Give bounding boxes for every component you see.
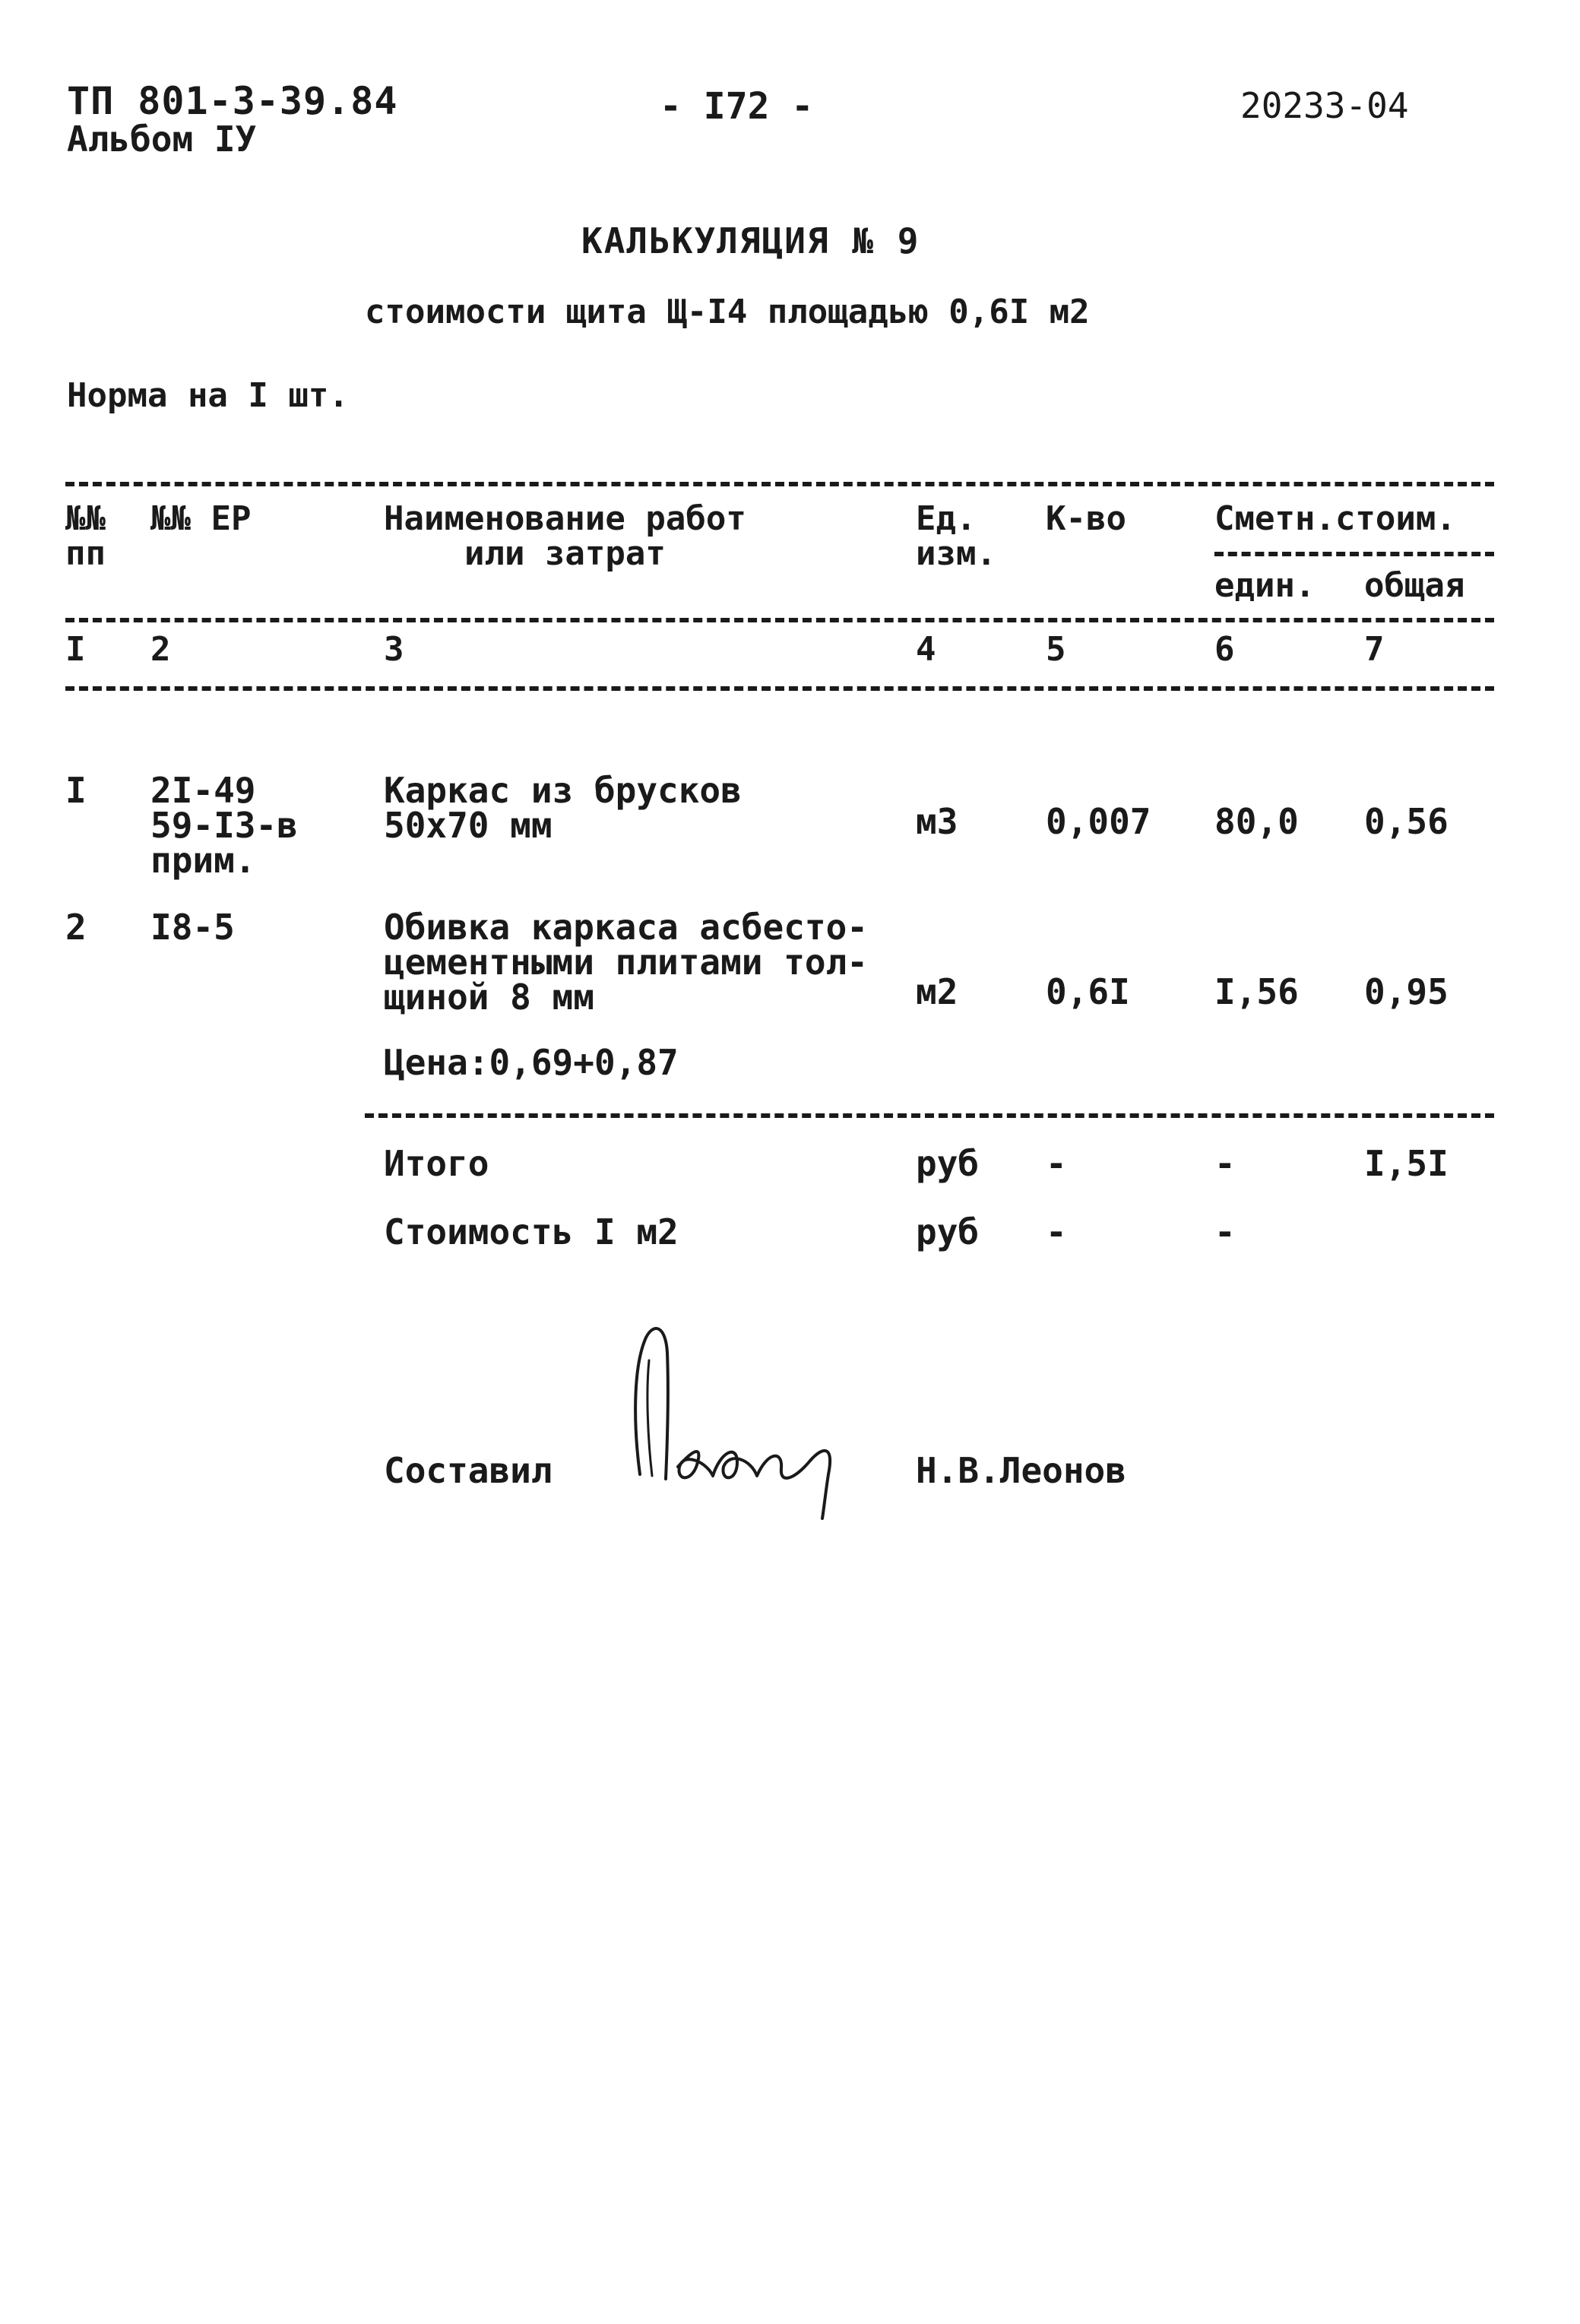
cost-per-m2-qty: - [1046,1211,1067,1252]
row2-num: 2 [65,907,87,948]
total-qty: - [1046,1143,1067,1184]
row2-er: I8-5 [150,907,235,948]
total-price: - [1214,1143,1236,1184]
header-cost-unit: един. [1214,566,1316,605]
col-number-4: 4 [916,630,936,669]
header-unit: Ед. изм. [916,499,996,573]
total-sum: I,5I [1364,1143,1449,1184]
total-unit: руб [916,1143,980,1184]
header-cost-total: общая [1364,566,1465,605]
document-number: 20233-04 [1240,85,1409,126]
album-label: Альбом IУ [67,119,257,160]
cost-per-m2-price: - [1214,1211,1236,1252]
row1-name: Каркас из брусков 50х70 мм [384,770,742,846]
composer-name: Н.В.Леонов [916,1450,1126,1491]
document-title: КАЛЬКУЛЯЦИЯ № 9 [581,220,920,261]
row1-er: 2I-49 59-I3-в прим. [150,770,298,881]
header-name: Наименование работ или затрат [384,499,746,573]
row1-unit: м3 [916,801,958,842]
row2-price: I,56 [1214,971,1299,1012]
col-numbers-rule [65,686,1494,691]
col-number-6: 6 [1214,630,1235,669]
totals-rule [365,1113,1494,1118]
signature-image [623,1300,866,1520]
table-top-rule [65,482,1494,486]
row2-qty: 0,6I [1046,971,1130,1012]
col-number-2: 2 [150,630,171,669]
row1-qty: 0,007 [1046,801,1151,842]
cost-subheader-rule [1214,552,1494,556]
col-number-7: 7 [1364,630,1385,669]
row2-unit: м2 [916,971,958,1012]
norm-label: Норма на I шт. [67,376,349,415]
col-number-5: 5 [1046,630,1066,669]
header-er: №№ ЕР [150,499,252,538]
price-note: Цена:0,69+0,87 [384,1042,679,1083]
project-code: ТП 801-3-39.84 [67,79,398,123]
composed-label: Составил [384,1450,553,1491]
header-num: №№ пп [65,499,106,573]
header-bottom-rule [65,618,1494,622]
cost-per-m2-label: Стоимость I м2 [384,1211,679,1252]
row1-num: I [65,770,87,811]
total-label: Итого [384,1143,489,1184]
header-qty: К-во [1046,499,1126,538]
document-subtitle: стоимости щита Щ-I4 площадью 0,6I м2 [365,293,1090,331]
page-number: - I72 - [660,85,814,128]
row2-name: Обивка каркаса асбесто- цементными плитами тол- щиной 8 мм [384,907,868,1018]
col-number-3: 3 [384,630,404,669]
header-cost: Сметн.стоим. [1214,499,1456,538]
row2-total: 0,95 [1364,971,1449,1012]
row1-total: 0,56 [1364,801,1449,842]
cost-per-m2-unit: руб [916,1211,980,1252]
col-number-1: I [65,630,86,669]
row1-price: 80,0 [1214,801,1299,842]
